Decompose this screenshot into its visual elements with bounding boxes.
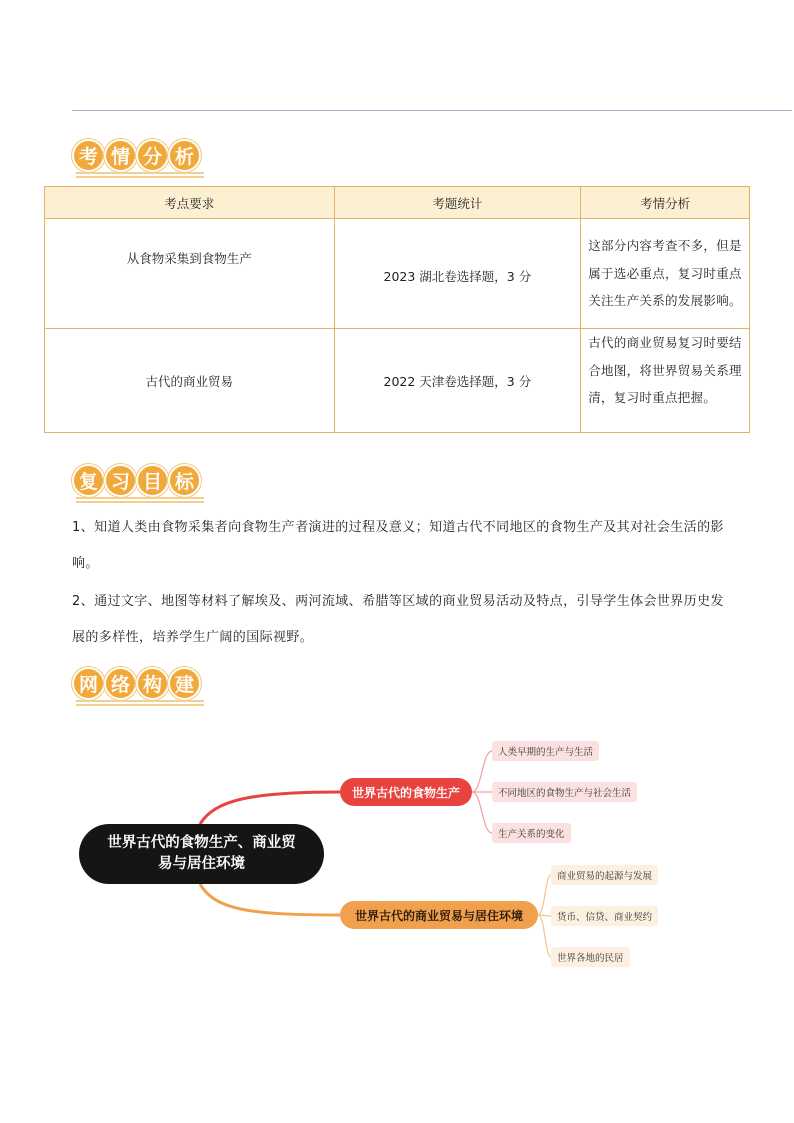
goal-item: 2、通过文字、地图等材料了解埃及、两河流域、希腊等区域的商业贸易活动及特点，引导学生体会世界历史发展的多样性，培养学生广阔的国际视野。 <box>72 594 724 645</box>
title-char: 标 <box>168 464 201 497</box>
table-row <box>45 219 750 329</box>
cell-stats: 2023 湖北卷选择题，3 分 <box>334 219 581 329</box>
mind-map-branch: 世界古代的商业贸易与居住环境 <box>340 901 538 929</box>
header-stats: 考题统计 <box>334 187 581 219</box>
goal-item: 1、知道人类由食物采集者向食物生产者演进的过程及意义；知道古代不同地区的食物生产及其对社会生活的影响。 <box>72 520 724 571</box>
title-char: 析 <box>168 139 201 172</box>
mind-map-leaf: 不同地区的食物生产与社会生活 <box>492 782 637 802</box>
header-point: 考点要求 <box>45 187 335 219</box>
title-underline <box>76 497 204 503</box>
cell-analysis: 这部分内容考查不多，但是属于选必重点，复习时重点关注生产关系的发展影响。 <box>581 219 750 329</box>
title-char: 考 <box>72 139 105 172</box>
connector-branch1-leaves <box>472 751 492 833</box>
cell-analysis: 古代的商业贸易复习时要结合地图，将世界贸易关系理清，复习时重点把握。 <box>581 329 750 433</box>
title-char: 目 <box>136 464 169 497</box>
title-char: 网 <box>72 667 105 700</box>
title-char: 习 <box>104 464 137 497</box>
mind-map-leaf: 人类早期的生产与生活 <box>492 741 599 761</box>
connector-root-branch2 <box>200 884 340 915</box>
table-header-row <box>45 187 750 219</box>
mind-map <box>0 720 794 980</box>
mind-map-root: 世界古代的食物生产、商业贸易与居住环境 <box>79 824 324 884</box>
section-title-analysis <box>72 134 200 176</box>
title-char: 复 <box>72 464 105 497</box>
mind-map-leaf: 货币、信贷、商业契约 <box>551 906 658 926</box>
cell-point: 从食物采集到食物生产 <box>45 219 335 329</box>
section-title-goals <box>72 459 200 501</box>
title-char: 络 <box>104 667 137 700</box>
connector-branch2-leaves <box>538 875 551 957</box>
title-char: 构 <box>136 667 169 700</box>
section-title-network <box>72 662 200 704</box>
cell-point: 古代的商业贸易 <box>45 329 335 433</box>
title-underline <box>76 700 204 706</box>
title-char: 分 <box>136 139 169 172</box>
title-underline <box>76 172 204 178</box>
table-row <box>45 329 750 433</box>
cell-stats: 2022 天津卷选择题，3 分 <box>334 329 581 433</box>
mind-map-leaf: 生产关系的变化 <box>492 823 571 843</box>
title-char: 建 <box>168 667 201 700</box>
header-analysis: 考情分析 <box>581 187 750 219</box>
title-char: 情 <box>104 139 137 172</box>
mind-map-leaf: 世界各地的民居 <box>551 947 630 967</box>
mind-map-branch: 世界古代的食物生产 <box>340 778 472 806</box>
header-rule <box>72 110 792 111</box>
exam-analysis-table <box>44 186 750 433</box>
connector-root-branch1 <box>200 792 340 824</box>
mind-map-leaf: 商业贸易的起源与发展 <box>551 865 658 885</box>
